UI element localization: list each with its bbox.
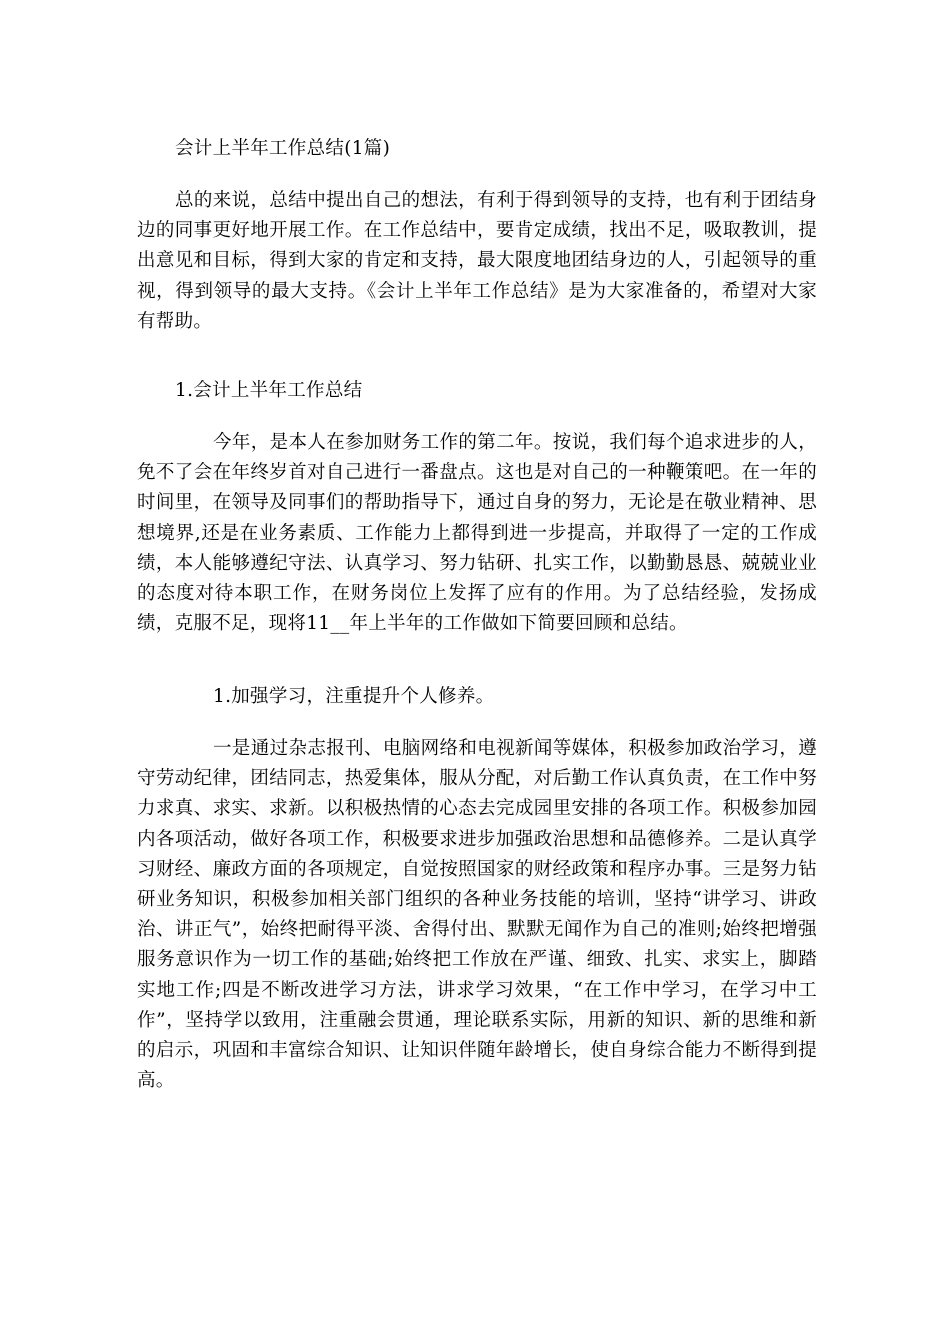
body-paragraph-1: 今年，是本人在参加财务工作的第二年。按说，我们每个追求进步的人，免不了会在年终岁首对自己进行一番盘点。这也是对自己的一种鞭策吧。在一年的时间里，在领导及同事们的帮助指导下，通过自身的努力，无论是在敬业精神、思想境界,还是在业务素质、工作能力上都得到进一步提高，并取得了一定的工作成绩，本人能够遵纪守法、认真学习、努力钻研、扎实工作，以勤勤恳恳、兢兢业业的态度对待本职工作，在财务岗位上发挥了应有的作用。为了总结经验，发扬成绩，克服不足，现将11__年上半年的工作做如下简要回顾和总结。 [137,432,817,635]
intro-paragraph: 总的来说，总结中提出自己的想法，有利于得到领导的支持，也有利于团结身边的同事更好地开展工作。在工作总结中，要肯定成绩，找出不足，吸取教训，提出意见和目标，得到大家的肯定和支持，最大限度地团结身边的人，引起领导的重视，得到领导的最大支持。《会计上半年工作总结》是为大家准备的，希望对大家有帮助。 [137,190,817,332]
sub-heading: 1.加强学习，注重提升个人修养。 [213,686,495,707]
section-heading: 1.会计上半年工作总结 [175,380,363,401]
body-paragraph-2: 一是通过杂志报刊、电脑网络和电视新闻等媒体，积极参加政治学习，遵守劳动纪律，团结同志，热爱集体，服从分配，对后勤工作认真负责，在工作中努力求真、求实、求新。以积极热情的心态去完成园里安排的各项工作。积极参加园内各项活动，做好各项工作，积极要求进步加强政治思想和品德修养。二是认真学习财经、廉政方面的各项规定，自觉按照国家的财经政策和程序办事。三是努力钻研业务知识，积极参加相关部门组织的各种业务技能的培训，坚持“讲学习、讲政治、讲正气”，始终把耐得平淡、舍得付出、默默无闻作为自己的准则;始终把增强服务意识作为一切工作的基础;始终把工作放在严谨、细致、扎实、求实上，脚踏实地工作;四是不断改进学习方法，讲求学习效果，“在工作中学习，在学习中工作”，坚持学以致用，注重融会贯通，理论联系实际，用新的知识、新的思维和新的启示，巩固和丰富综合知识、让知识伴随年龄增长，使自身综合能力不断得到提高。 [137,738,817,1092]
document-title: 会计上半年工作总结(1篇) [175,138,391,159]
